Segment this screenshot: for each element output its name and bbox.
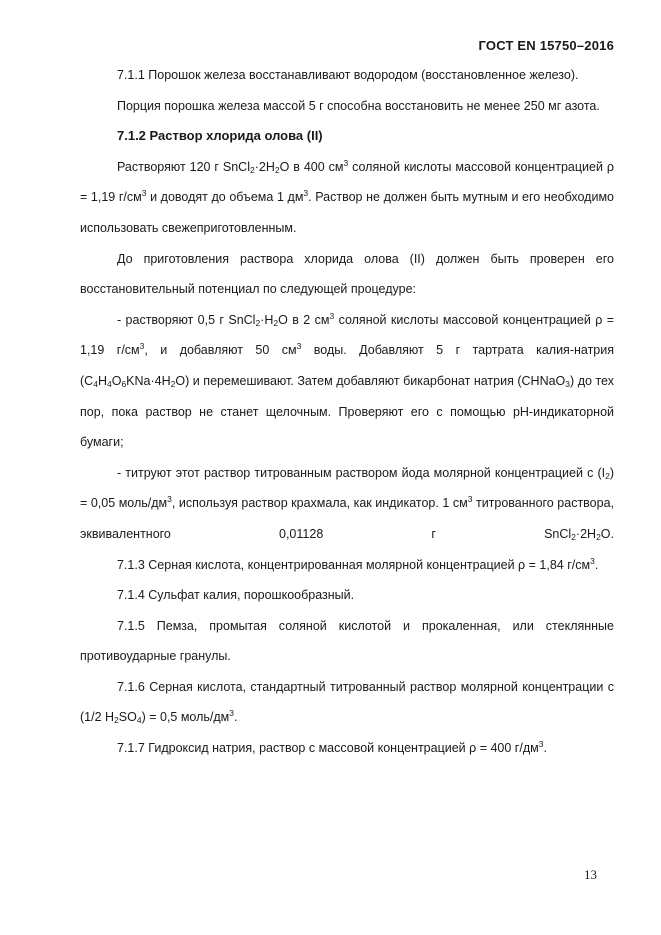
paragraph: До приготовления раствора хлорида олова (II) должен быть проверен его восстановительный потенциал по следующей процедуре: (80, 251, 614, 297)
paragraph: 7.1.7 Гидроксид натрия, раствор с массовой концентрацией ρ = 400 $г/дм^3$. (117, 739, 547, 756)
paragraph: - растворяют 0,5 г $SnCl_2\cdot H_2O$ в 2 $см^3$ соляной кислоты массовой концентрацией ρ = 1,19 $г/см^3$, и добавляют 50 $см^3$ воды. Добавляют 5 г тартрата калия-натрия $(C_4H_4O_6KNa\cdot 4H_2O)$ и перемешивают. Затем добавляют бикарбонат натрия (CHNaO$_3$) до тех пор, пока раствор не станет щелочным. Проверяют его с помощью pH-индикаторной бумаги; (80, 310, 614, 450)
paragraph: 7.1.6 Серная кислота, стандартный титрованный раствор молярной концентрации c (1/2 $H_2SO_4) = 0,5$ моль/$дм^3$. (80, 679, 614, 726)
paragraph: Растворяют 120 г $SnCl_2\cdot 2H_2O$ в 400 $см^3$ соляной кислоты массовой концентрацией ρ = 1,19 $г/см^3$ и доводят до объема 1 $дм^3$. Раствор не должен быть мутным и его необходимо использовать свежеприготовленным. (80, 157, 615, 235)
paragraph: Порция порошка железа массой 5 г способна восстановить не менее 250 мг азота. (117, 98, 600, 113)
document-body (80, 60, 614, 764)
paragraph: 7.1.1 Порошок железа восстанавливают водородом (восстановленное железо). (117, 68, 579, 82)
standard-header: ГОСТ EN 15750–2016 (478, 38, 614, 53)
section-heading: 7.1.2 Раствор хлорида олова (II) (117, 128, 323, 144)
paragraph: 7.1.5 Пемза, промытая соляной кислотой и прокаленная, или стеклянные противоударные гранулы. (80, 618, 614, 664)
paragraph: - титруют этот раствор титрованным раствором йода молярной концентрацией c $(I_2) = 0,05$ моль/$дм^3$, используя раствор крахмала, как индикатор. 1 $см^3$ титрованного раствора, эквивалентного 0,01128 г $SnCl_2\cdot 2H_2O$. (80, 465, 614, 542)
page-number: 13 (584, 867, 597, 882)
paragraph: 7.1.3 Серная кислота, концентрированная молярной концентрацией ρ = 1,84 $г/см^3$. (117, 555, 599, 572)
paragraph: 7.1.4 Сульфат калия, порошкообразный. (117, 588, 355, 603)
